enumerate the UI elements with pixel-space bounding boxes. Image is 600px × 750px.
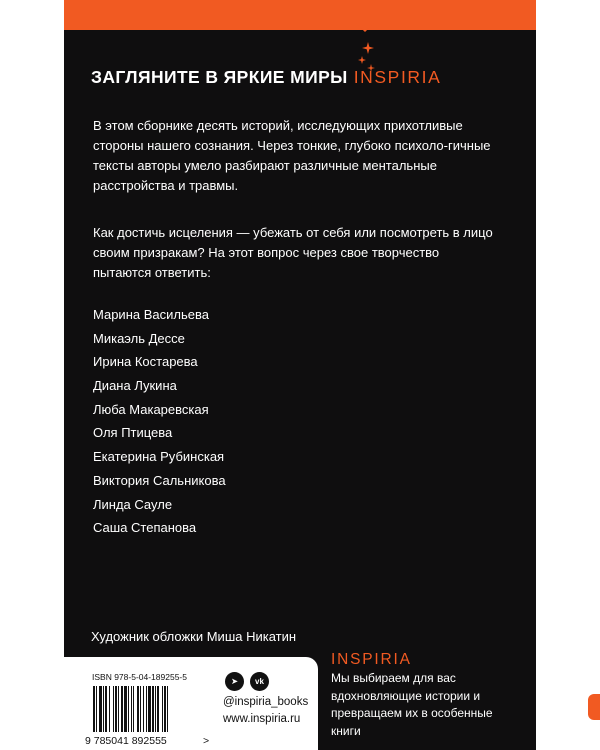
social-handle[interactable]: @inspiria_books [223,696,309,708]
author-name: Линда Сауле [93,496,173,512]
barcode-bar [99,686,102,732]
side-bookmark-tab [588,694,600,720]
headline-brand: INSPIRIA [353,67,442,87]
barcode-bar [113,686,114,732]
vk-icon[interactable]: vk [250,672,269,691]
barcode [85,686,213,746]
author-name: Микаэль Дессе [93,330,185,346]
barcode-suffix: > [203,735,210,746]
author-name: Диана Лукина [93,378,177,394]
barcode-bar [152,686,154,732]
barcode-bar [164,686,166,732]
barcode-bar [118,686,119,732]
description-paragraph-1: В этом сборнике десять историй, исследующих прихотливые стороны нашего сознания. Через тонкие, глубоко психоло-гичные тексты авторы умело разбирают различные ментальные расстройства и травмы. [93,118,491,193]
author-name: Марина Васильева [93,307,209,322]
author-name: Ирина Костарева [93,354,198,370]
author-name: Оля Птицева [93,425,173,441]
barcode-bar [146,686,147,732]
description-paragraph-2: Как достичь исцеления — убежать от себя или посмотреть в лицо своим призракам? На этот вопрос через свое творчество пытаются ответить: [93,225,493,280]
barcode-number: 9 785041 892555 [85,735,167,746]
barcode-bar [167,686,168,732]
barcode-bar [128,686,129,732]
barcode-bar [133,686,134,732]
barcode-bar [148,686,151,732]
author-list [93,305,226,542]
author-name: Виктория Сальникова [93,472,226,488]
illustrator-credit: Художник обложки Миша Никатин [91,629,297,644]
top-bookmark-strip [64,0,536,30]
barcode-bar [93,686,95,732]
author-name: Люба Макаревская [93,401,209,417]
author-name: Екатерина Рубинская [93,449,225,465]
barcode-bar [131,686,132,732]
barcode-bar [109,686,110,732]
barcode-bar [96,686,97,732]
barcode-bar [143,686,144,732]
barcode-bar [121,686,123,732]
headline-text: ЗАГЛЯНИТЕ В ЯРКИЕ МИРЫ [91,67,348,87]
barcode-bar [155,686,156,732]
barcode-bar [115,686,117,732]
barcode-bars [93,686,168,732]
publisher-motto: Мы выбираем для вас вдохновляющие истории и превращаем их в особенные книги [331,671,493,738]
isbn: ISBN 978-5-04-189255-5 [92,672,187,682]
barcode-bar [103,686,104,732]
telegram-icon[interactable]: ➤ [225,672,244,691]
publisher-brand: INSPIRIA [331,651,412,668]
barcode-bar [162,686,163,732]
barcode-bar [105,686,107,732]
barcode-bar [124,686,127,732]
author-name: Саша Степанова [93,520,197,536]
barcode-bar [137,686,139,732]
headline [91,67,441,88]
website-link[interactable]: www.inspiria.ru [223,713,301,725]
barcode-bar [140,686,141,732]
barcode-bar [157,686,159,732]
